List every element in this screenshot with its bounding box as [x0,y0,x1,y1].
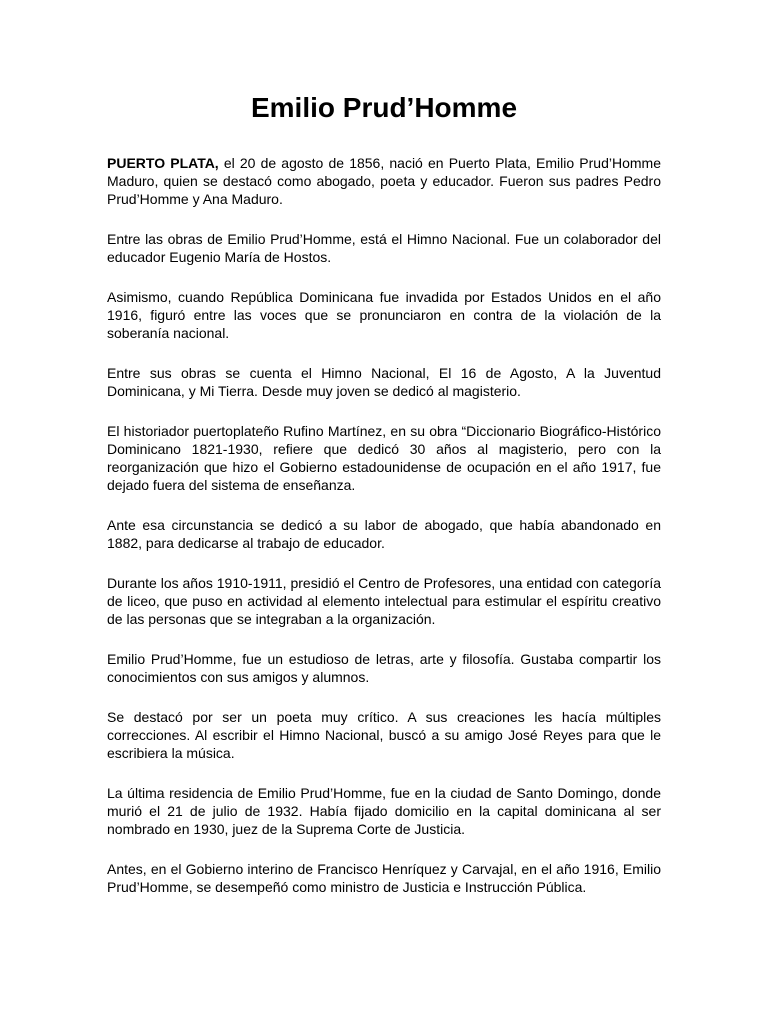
dateline: PUERTO PLATA, [107,155,219,171]
paragraph-teachers-center: Durante los años 1910-1911, presidió el Centro de Profesores, una entidad con categoría de liceo, que puso en actividad al elemento intelectual para estimular el espíritu creativo de las personas que se integraban a la organización. [107,575,661,627]
paragraph-works: Entre las obras de Emilio Prud’Homme, está el Himno Nacional. Fue un colaborador del educador Eugenio María de Hostos. [107,231,661,265]
paragraph-poet: Se destacó por ser un poeta muy crítico. A sus creaciones les hacía múltiples correcciones. Al escribir el Himno Nacional, buscó a su amigo José Reyes para que le escribiera la música. [107,709,661,761]
paragraph-lawyer: Ante esa circunstancia se dedicó a su labor de abogado, que había abandonado en 1882, para dedicarse al trabajo de educador. [107,517,661,551]
paragraph-birth [107,154,661,208]
paragraph-residence: La última residencia de Emilio Prud’Homme, fue en la ciudad de Santo Domingo, donde murió el 21 de julio de 1932. Había fijado domicilio en la capital dominicana al ser nombrado en 1930, juez de la Suprema Corte de Justicia. [107,785,661,837]
paragraph-minister: Antes, en el Gobierno interino de Francisco Henríquez y Carvajal, en el año 1916, Emilio Prud’Homme, se desempeñó como ministro de Justicia e Instrucción Pública. [107,861,661,895]
paragraph-invasion: Asimismo, cuando República Dominicana fue invadida por Estados Unidos en el año 1916, figuró entre las voces que se pronunciaron en contra de la violación de la soberanía nacional. [107,289,661,341]
paragraph-scholar: Emilio Prud’Homme, fue un estudioso de letras, arte y filosofía. Gustaba compartir los conocimientos con sus amigos y alumnos. [107,651,661,685]
paragraph-text: el 20 de agosto de 1856, nació en Puerto Plata, Emilio Prud’Homme Maduro, quien se destacó como abogado, poeta y educador. Fueron sus padres Pedro Prud’Homme y Ana Maduro. [107,155,661,207]
document-title: Emilio Prud’Homme [250,92,518,123]
paragraph-anthem: Entre sus obras se cuenta el Himno Nacional, El 16 de Agosto, A la Juventud Dominicana, y Mi Tierra. Desde muy joven se dedicó al magisterio. [107,365,661,399]
document-page [107,88,661,918]
paragraph-historian: El historiador puertoplateño Rufino Martínez, en su obra “Diccionario Biográfico-Histórico Dominicano 1821-1930, refiere que dedicó 30 años al magisterio, pero con la reorganización que hizo el Gobierno estadounidense de ocupación en el año 1917, fue dejado fuera del sistema de enseñanza. [107,423,661,493]
